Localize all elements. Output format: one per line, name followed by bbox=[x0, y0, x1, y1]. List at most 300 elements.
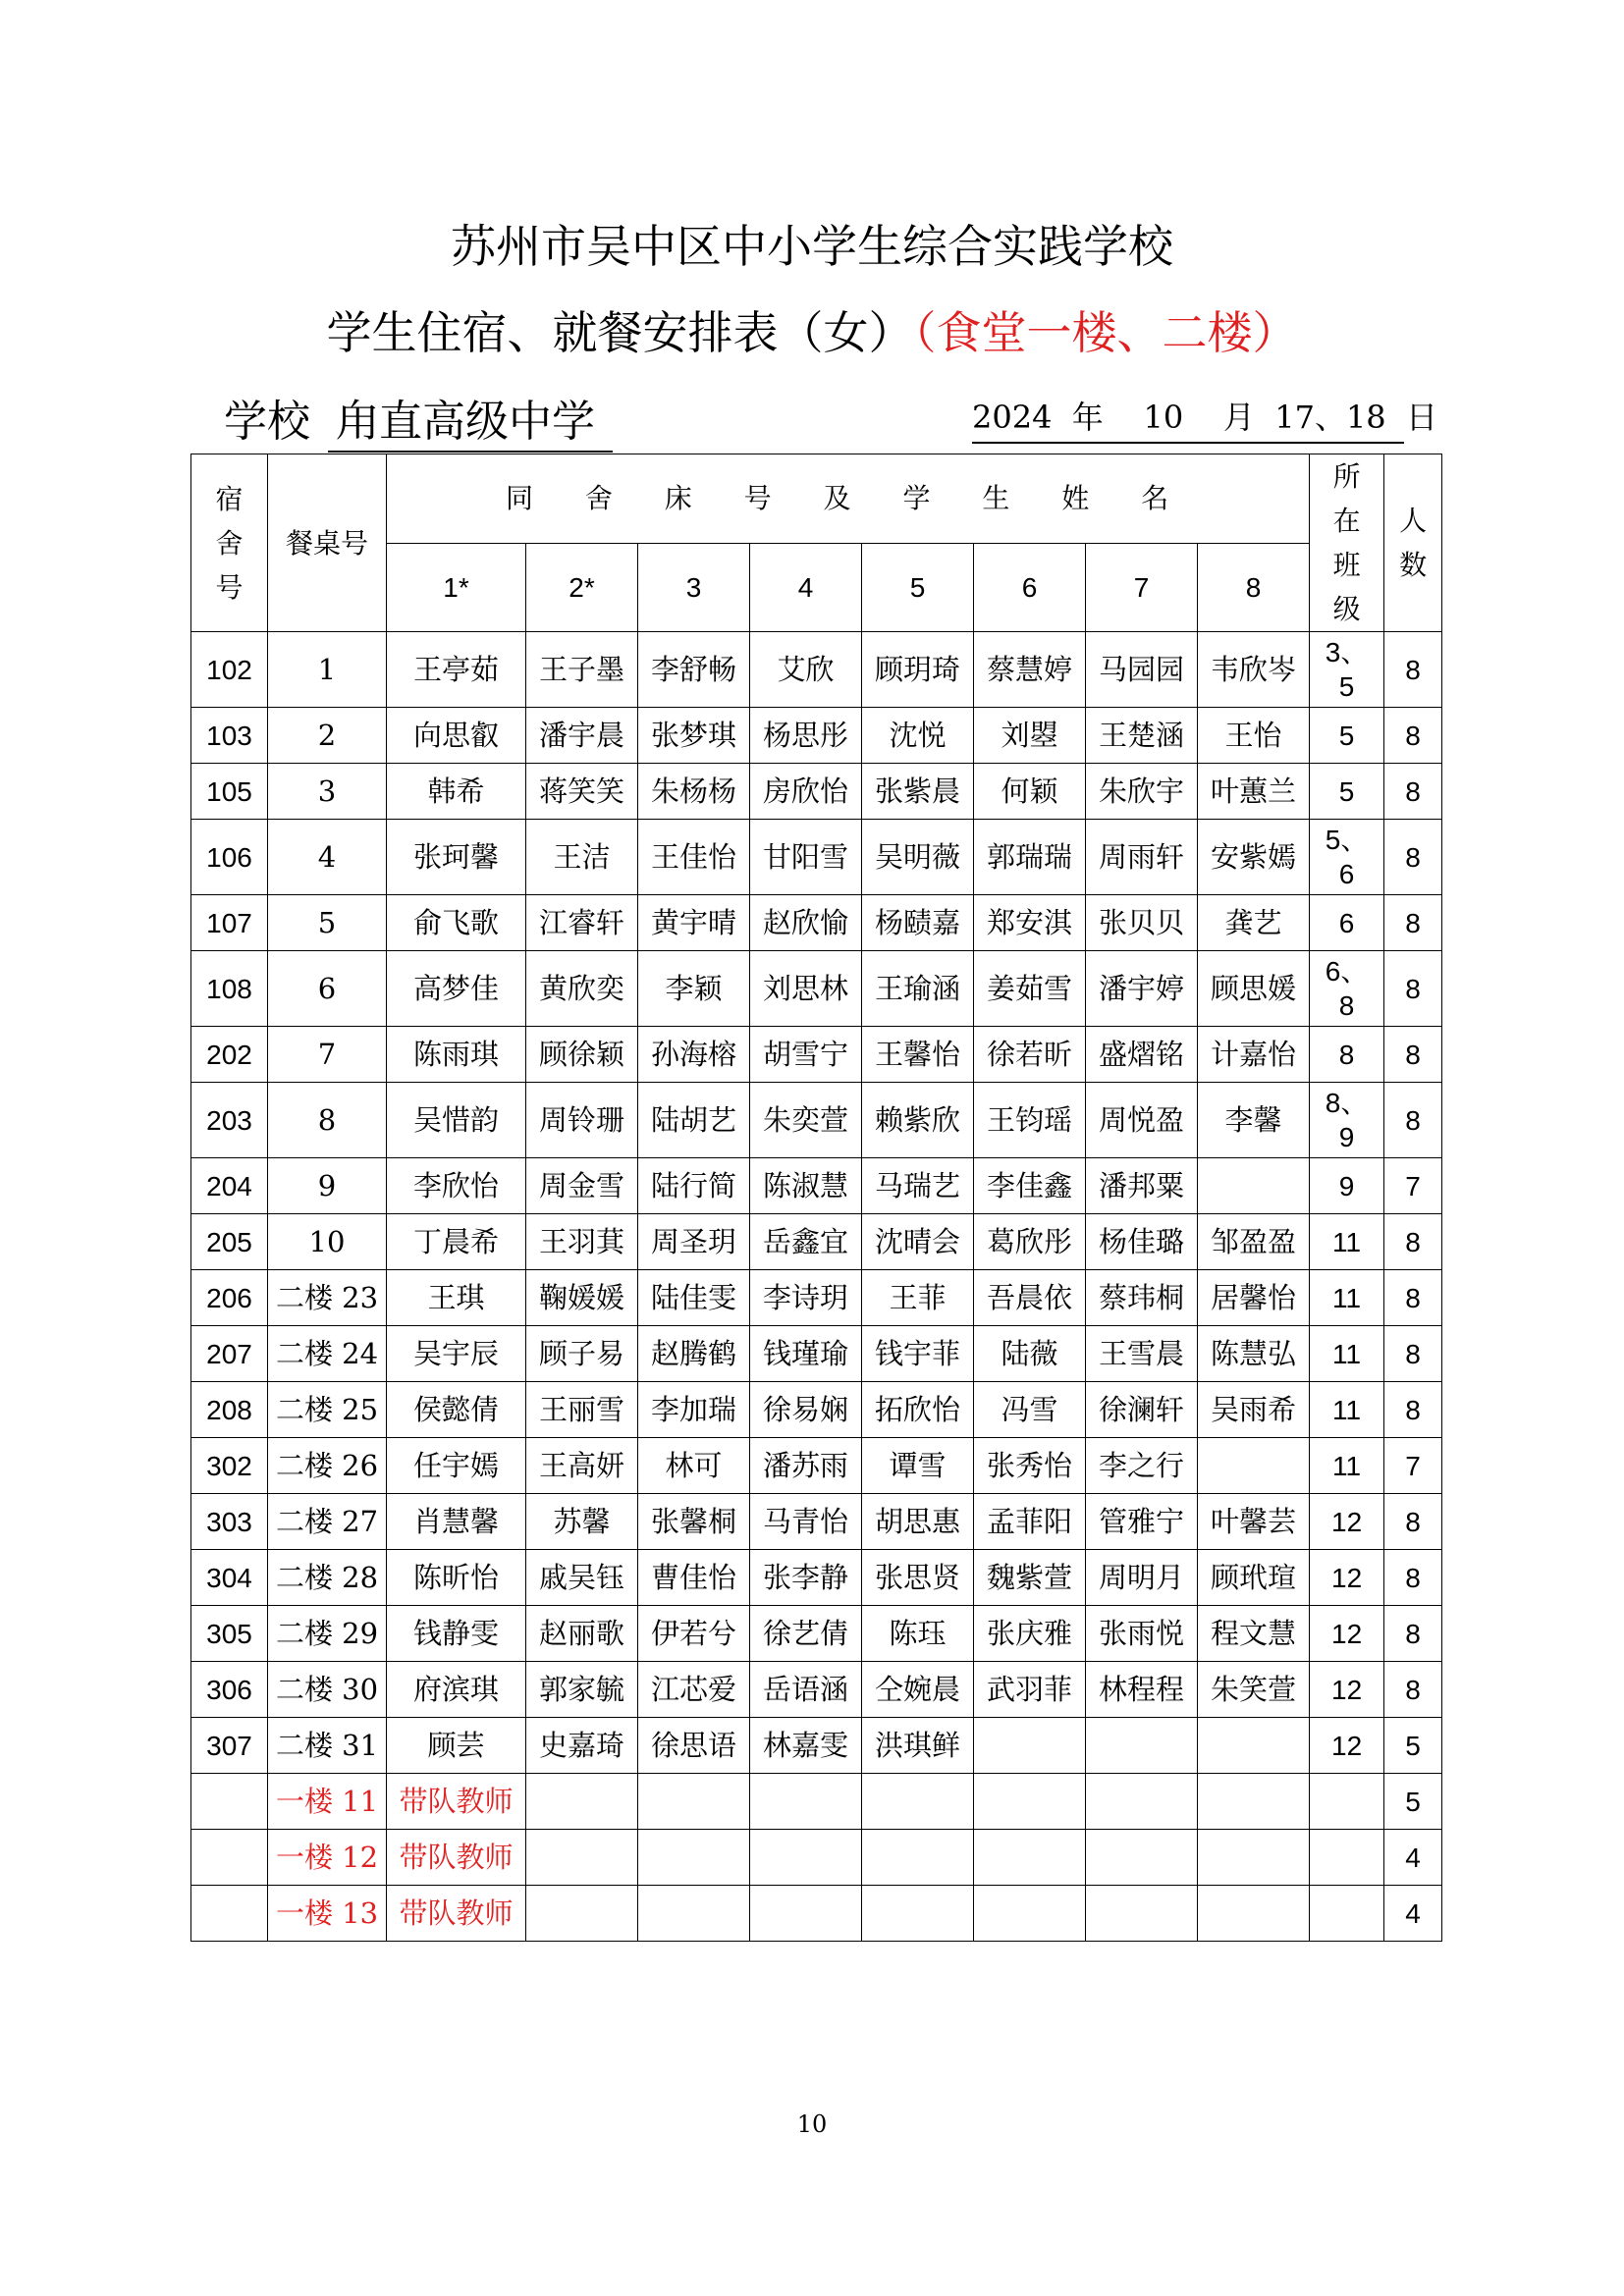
table-number: 二楼 30 bbox=[268, 1662, 387, 1718]
student-name-cell: 艾欣 bbox=[750, 632, 862, 708]
table-number: 一楼 13 bbox=[268, 1886, 387, 1942]
student-name-cell: 丁晨希 bbox=[387, 1214, 526, 1270]
student-name-cell bbox=[1198, 1438, 1310, 1494]
student-name-cell bbox=[974, 1886, 1086, 1942]
header-bed-1: 1* bbox=[387, 543, 526, 632]
student-name-cell: 张雨悦 bbox=[1086, 1606, 1198, 1662]
arrangement-table bbox=[190, 454, 1442, 1942]
student-name-cell: 王琪 bbox=[387, 1270, 526, 1326]
student-name-cell: 杨赜嘉 bbox=[862, 895, 974, 951]
table-row bbox=[191, 1326, 1442, 1382]
student-name-cell: 任宇嫣 bbox=[387, 1438, 526, 1494]
student-name-cell: 姜茹雪 bbox=[974, 951, 1086, 1027]
table-number: 二楼 23 bbox=[268, 1270, 387, 1326]
student-name-cell: 孟菲阳 bbox=[974, 1494, 1086, 1550]
class-cell: 9 bbox=[1310, 1158, 1384, 1214]
count-cell: 4 bbox=[1384, 1830, 1442, 1886]
dorm-number: 306 bbox=[191, 1662, 268, 1718]
student-name-cell: 王菲 bbox=[862, 1270, 974, 1326]
table-number: 1 bbox=[268, 632, 387, 708]
student-name-cell: 周圣玥 bbox=[638, 1214, 750, 1270]
student-name-cell: 李馨 bbox=[1198, 1083, 1310, 1158]
table-row bbox=[191, 895, 1442, 951]
class-cell: 12 bbox=[1310, 1662, 1384, 1718]
student-name-cell: 顾玥琦 bbox=[862, 632, 974, 708]
class-cell: 11 bbox=[1310, 1270, 1384, 1326]
student-name-cell bbox=[974, 1830, 1086, 1886]
dorm-number: 102 bbox=[191, 632, 268, 708]
student-name-cell: 赖紫欣 bbox=[862, 1083, 974, 1158]
student-name-cell: 管雅宁 bbox=[1086, 1494, 1198, 1550]
student-name-cell: 甘阳雪 bbox=[750, 820, 862, 895]
table-row bbox=[191, 1886, 1442, 1942]
class-cell: 6、 8 bbox=[1310, 951, 1384, 1027]
class-cell: 6 bbox=[1310, 895, 1384, 951]
table-row bbox=[191, 764, 1442, 820]
student-name-cell: 王馨怡 bbox=[862, 1027, 974, 1083]
subtitle-note: （食堂一楼、二楼） bbox=[913, 306, 1298, 359]
table-row bbox=[191, 820, 1442, 895]
student-name-cell bbox=[638, 1774, 750, 1830]
table-row bbox=[191, 1606, 1442, 1662]
table-row bbox=[191, 1718, 1442, 1774]
student-name-cell: 盛熠铭 bbox=[1086, 1027, 1198, 1083]
header-bed-5: 5 bbox=[862, 543, 974, 632]
student-name-cell: 张梦琪 bbox=[638, 708, 750, 764]
page-subtitle bbox=[0, 297, 1624, 362]
student-name-cell: 居馨怡 bbox=[1198, 1270, 1310, 1326]
table-number: 5 bbox=[268, 895, 387, 951]
class-cell: 5 bbox=[1310, 764, 1384, 820]
student-name-cell: 高梦佳 bbox=[387, 951, 526, 1027]
student-name-cell: 蒋笑笑 bbox=[526, 764, 638, 820]
student-name-cell: 李欣怡 bbox=[387, 1158, 526, 1214]
class-cell: 12 bbox=[1310, 1550, 1384, 1606]
student-name-cell: 朱笑萱 bbox=[1198, 1662, 1310, 1718]
dorm-number: 107 bbox=[191, 895, 268, 951]
student-name-cell: 冯雪 bbox=[974, 1382, 1086, 1438]
student-name-cell: 张秀怡 bbox=[974, 1438, 1086, 1494]
header-bed-6: 6 bbox=[974, 543, 1086, 632]
table-row bbox=[191, 708, 1442, 764]
student-name-cell: 林可 bbox=[638, 1438, 750, 1494]
student-name-cell bbox=[1086, 1774, 1198, 1830]
student-name-cell: 潘宇婷 bbox=[1086, 951, 1198, 1027]
table-number: 二楼 29 bbox=[268, 1606, 387, 1662]
count-cell: 7 bbox=[1384, 1438, 1442, 1494]
student-name-cell: 张紫晨 bbox=[862, 764, 974, 820]
student-name-cell: 李加瑞 bbox=[638, 1382, 750, 1438]
student-name-cell bbox=[1198, 1718, 1310, 1774]
header-class: 所 在 班 级 bbox=[1310, 454, 1384, 632]
class-cell: 8、 9 bbox=[1310, 1083, 1384, 1158]
table-number: 10 bbox=[268, 1214, 387, 1270]
table-row bbox=[191, 1830, 1442, 1886]
table-row bbox=[191, 1083, 1442, 1158]
table-number: 二楼 26 bbox=[268, 1438, 387, 1494]
student-name-cell bbox=[750, 1774, 862, 1830]
student-name-cell: 顾子易 bbox=[526, 1326, 638, 1382]
student-name-cell: 韦欣岑 bbox=[1198, 632, 1310, 708]
student-name-cell: 王佳怡 bbox=[638, 820, 750, 895]
student-name-cell: 潘苏雨 bbox=[750, 1438, 862, 1494]
student-name-cell: 陆行简 bbox=[638, 1158, 750, 1214]
count-cell: 8 bbox=[1384, 1270, 1442, 1326]
dorm-number: 202 bbox=[191, 1027, 268, 1083]
count-cell: 8 bbox=[1384, 1662, 1442, 1718]
student-name-cell: 叶蕙兰 bbox=[1198, 764, 1310, 820]
student-name-cell: 向思叡 bbox=[387, 708, 526, 764]
student-name-cell bbox=[1086, 1718, 1198, 1774]
student-name-cell: 顾玳瑄 bbox=[1198, 1550, 1310, 1606]
header-bed-8: 8 bbox=[1198, 543, 1310, 632]
student-name-cell: 魏紫萱 bbox=[974, 1550, 1086, 1606]
table-number: 一楼 11 bbox=[268, 1774, 387, 1830]
student-name-cell: 王羽萁 bbox=[526, 1214, 638, 1270]
student-name-cell: 戚吴钰 bbox=[526, 1550, 638, 1606]
student-name-cell: 刘思林 bbox=[750, 951, 862, 1027]
student-name-cell: 王雪晨 bbox=[1086, 1326, 1198, 1382]
student-name-cell: 陆胡艺 bbox=[638, 1083, 750, 1158]
count-cell: 4 bbox=[1384, 1886, 1442, 1942]
student-name-cell: 江芯爱 bbox=[638, 1662, 750, 1718]
student-name-cell: 王丽雪 bbox=[526, 1382, 638, 1438]
student-name-cell: 沈晴会 bbox=[862, 1214, 974, 1270]
student-name-cell: 陆佳雯 bbox=[638, 1270, 750, 1326]
student-name-cell: 胡雪宁 bbox=[750, 1027, 862, 1083]
header-table-no: 餐桌号 bbox=[268, 454, 387, 632]
student-name-cell: 伊若兮 bbox=[638, 1606, 750, 1662]
student-name-cell: 张贝贝 bbox=[1086, 895, 1198, 951]
student-name-cell: 徐艺倩 bbox=[750, 1606, 862, 1662]
student-name-cell bbox=[750, 1830, 862, 1886]
table-number: 4 bbox=[268, 820, 387, 895]
student-name-cell: 叶馨芸 bbox=[1198, 1494, 1310, 1550]
student-name-cell: 郭家毓 bbox=[526, 1662, 638, 1718]
student-name-cell: 杨佳璐 bbox=[1086, 1214, 1198, 1270]
student-name-cell: 计嘉怡 bbox=[1198, 1027, 1310, 1083]
student-name-cell: 岳鑫宜 bbox=[750, 1214, 862, 1270]
student-name-cell: 陈慧弘 bbox=[1198, 1326, 1310, 1382]
count-cell: 8 bbox=[1384, 1214, 1442, 1270]
dorm-number: 205 bbox=[191, 1214, 268, 1270]
student-name-cell: 黄宇晴 bbox=[638, 895, 750, 951]
dorm-number: 106 bbox=[191, 820, 268, 895]
student-name-cell: 张李静 bbox=[750, 1550, 862, 1606]
page-number: 10 bbox=[796, 2110, 828, 2138]
student-name-cell: 王子墨 bbox=[526, 632, 638, 708]
student-name-cell: 张馨桐 bbox=[638, 1494, 750, 1550]
student-name-cell: 谭雪 bbox=[862, 1438, 974, 1494]
student-name-cell: 徐思语 bbox=[638, 1718, 750, 1774]
student-name-cell: 赵腾鹤 bbox=[638, 1326, 750, 1382]
student-name-cell: 李颖 bbox=[638, 951, 750, 1027]
student-name-cell: 岳语涵 bbox=[750, 1662, 862, 1718]
student-name-cell: 洪琪鲜 bbox=[862, 1718, 974, 1774]
count-cell: 8 bbox=[1384, 708, 1442, 764]
student-name-cell: 王亭茹 bbox=[387, 632, 526, 708]
table-number: 9 bbox=[268, 1158, 387, 1214]
student-name-cell: 带队教师 bbox=[387, 1774, 526, 1830]
count-cell: 8 bbox=[1384, 1027, 1442, 1083]
student-name-cell: 钱静雯 bbox=[387, 1606, 526, 1662]
table-number: 二楼 24 bbox=[268, 1326, 387, 1382]
class-cell: 12 bbox=[1310, 1718, 1384, 1774]
student-name-cell: 周悦盈 bbox=[1086, 1083, 1198, 1158]
student-name-cell: 胡思惠 bbox=[862, 1494, 974, 1550]
count-cell: 8 bbox=[1384, 1550, 1442, 1606]
student-name-cell: 赵欣愉 bbox=[750, 895, 862, 951]
dorm-number bbox=[191, 1886, 268, 1942]
school-label: 学校 bbox=[224, 397, 310, 447]
header-dorm: 宿 舍 号 bbox=[191, 454, 268, 632]
dorm-number: 204 bbox=[191, 1158, 268, 1214]
table-row bbox=[191, 1662, 1442, 1718]
student-name-cell: 武羽菲 bbox=[974, 1662, 1086, 1718]
student-name-cell: 葛欣彤 bbox=[974, 1214, 1086, 1270]
header-count: 人 数 bbox=[1384, 454, 1442, 632]
student-name-cell: 吾晨依 bbox=[974, 1270, 1086, 1326]
student-name-cell bbox=[862, 1830, 974, 1886]
table-row bbox=[191, 1158, 1442, 1214]
student-name-cell: 孙海榕 bbox=[638, 1027, 750, 1083]
student-name-cell: 顾思媛 bbox=[1198, 951, 1310, 1027]
table-row bbox=[191, 1027, 1442, 1083]
student-name-cell: 李舒畅 bbox=[638, 632, 750, 708]
table-number: 3 bbox=[268, 764, 387, 820]
student-name-cell: 侯懿倩 bbox=[387, 1382, 526, 1438]
student-name-cell: 吴雨希 bbox=[1198, 1382, 1310, 1438]
student-name-cell: 鞠媛媛 bbox=[526, 1270, 638, 1326]
table-row bbox=[191, 1550, 1442, 1606]
table-row bbox=[191, 1382, 1442, 1438]
table-number: 6 bbox=[268, 951, 387, 1027]
count-cell: 8 bbox=[1384, 895, 1442, 951]
dorm-number bbox=[191, 1830, 268, 1886]
count-cell: 8 bbox=[1384, 820, 1442, 895]
student-name-cell: 钱宇菲 bbox=[862, 1326, 974, 1382]
count-cell: 8 bbox=[1384, 1494, 1442, 1550]
student-name-cell: 安紫嫣 bbox=[1198, 820, 1310, 895]
count-cell: 8 bbox=[1384, 632, 1442, 708]
student-name-cell: 王楚涵 bbox=[1086, 708, 1198, 764]
count-cell: 8 bbox=[1384, 1326, 1442, 1382]
dorm-number: 103 bbox=[191, 708, 268, 764]
student-name-cell: 陈昕怡 bbox=[387, 1550, 526, 1606]
student-name-cell: 马瑞艺 bbox=[862, 1158, 974, 1214]
class-cell: 11 bbox=[1310, 1438, 1384, 1494]
date-line: 2024 年 10 月 17、18 日 bbox=[972, 393, 1404, 444]
student-name-cell: 黄欣奕 bbox=[526, 951, 638, 1027]
student-name-cell: 顾芸 bbox=[387, 1718, 526, 1774]
table-row bbox=[191, 1214, 1442, 1270]
class-cell: 12 bbox=[1310, 1494, 1384, 1550]
student-name-cell: 带队教师 bbox=[387, 1830, 526, 1886]
class-cell: 3、 5 bbox=[1310, 632, 1384, 708]
count-cell: 8 bbox=[1384, 1606, 1442, 1662]
student-name-cell: 潘邦粟 bbox=[1086, 1158, 1198, 1214]
class-cell: 11 bbox=[1310, 1214, 1384, 1270]
dorm-number: 304 bbox=[191, 1550, 268, 1606]
table-number: 一楼 12 bbox=[268, 1830, 387, 1886]
page-title: 苏州市吴中区中小学生综合实践学校 bbox=[451, 220, 1173, 273]
student-name-cell: 钱瑾瑜 bbox=[750, 1326, 862, 1382]
student-name-cell bbox=[526, 1830, 638, 1886]
student-name-cell: 徐澜轩 bbox=[1086, 1382, 1198, 1438]
student-name-cell: 周明月 bbox=[1086, 1550, 1198, 1606]
table-row bbox=[191, 1270, 1442, 1326]
student-name-cell: 史嘉琦 bbox=[526, 1718, 638, 1774]
student-name-cell: 蔡玮桐 bbox=[1086, 1270, 1198, 1326]
student-name-cell: 朱欣宇 bbox=[1086, 764, 1198, 820]
student-name-cell: 曹佳怡 bbox=[638, 1550, 750, 1606]
table-number: 8 bbox=[268, 1083, 387, 1158]
student-name-cell: 陆薇 bbox=[974, 1326, 1086, 1382]
student-name-cell: 吴惜韵 bbox=[387, 1083, 526, 1158]
class-cell: 12 bbox=[1310, 1606, 1384, 1662]
dorm-number: 305 bbox=[191, 1606, 268, 1662]
student-name-cell: 府滨琪 bbox=[387, 1662, 526, 1718]
school-line bbox=[224, 386, 613, 453]
student-name-cell: 刘曌 bbox=[974, 708, 1086, 764]
student-name-cell: 郭瑞瑞 bbox=[974, 820, 1086, 895]
student-name-cell bbox=[1198, 1774, 1310, 1830]
student-name-cell bbox=[750, 1886, 862, 1942]
student-name-cell: 王瑜涵 bbox=[862, 951, 974, 1027]
student-name-cell: 蔡慧婷 bbox=[974, 632, 1086, 708]
header-bed-4: 4 bbox=[750, 543, 862, 632]
count-cell: 5 bbox=[1384, 1718, 1442, 1774]
count-cell: 8 bbox=[1384, 1083, 1442, 1158]
count-cell: 8 bbox=[1384, 951, 1442, 1027]
student-name-cell: 林程程 bbox=[1086, 1662, 1198, 1718]
student-name-cell: 陈雨琪 bbox=[387, 1027, 526, 1083]
class-cell bbox=[1310, 1886, 1384, 1942]
table-row bbox=[191, 1774, 1442, 1830]
class-cell: 5、 6 bbox=[1310, 820, 1384, 895]
student-name-cell: 潘宇晨 bbox=[526, 708, 638, 764]
class-cell bbox=[1310, 1774, 1384, 1830]
dorm-number bbox=[191, 1774, 268, 1830]
table-number: 二楼 25 bbox=[268, 1382, 387, 1438]
student-name-cell: 赵丽歌 bbox=[526, 1606, 638, 1662]
dorm-number: 203 bbox=[191, 1083, 268, 1158]
class-cell bbox=[1310, 1830, 1384, 1886]
student-name-cell bbox=[1086, 1830, 1198, 1886]
dorm-number: 303 bbox=[191, 1494, 268, 1550]
student-name-cell bbox=[526, 1774, 638, 1830]
header-names-group: 同 舍 床 号 及 学 生 姓 名 bbox=[387, 454, 1310, 544]
table-row bbox=[191, 1494, 1442, 1550]
student-name-cell: 周金雪 bbox=[526, 1158, 638, 1214]
student-name-cell: 江睿轩 bbox=[526, 895, 638, 951]
header-bed-3: 3 bbox=[638, 543, 750, 632]
table-row bbox=[191, 951, 1442, 1027]
student-name-cell: 李诗玥 bbox=[750, 1270, 862, 1326]
table-number: 二楼 31 bbox=[268, 1718, 387, 1774]
student-name-cell: 王怡 bbox=[1198, 708, 1310, 764]
student-name-cell: 仝婉晨 bbox=[862, 1662, 974, 1718]
dorm-number: 206 bbox=[191, 1270, 268, 1326]
student-name-cell: 龚艺 bbox=[1198, 895, 1310, 951]
student-name-cell: 李佳鑫 bbox=[974, 1158, 1086, 1214]
student-name-cell bbox=[1198, 1158, 1310, 1214]
student-name-cell: 吴明薇 bbox=[862, 820, 974, 895]
student-name-cell bbox=[1198, 1886, 1310, 1942]
student-name-cell: 何颖 bbox=[974, 764, 1086, 820]
table-number: 二楼 28 bbox=[268, 1550, 387, 1606]
student-name-cell bbox=[862, 1774, 974, 1830]
student-name-cell: 带队教师 bbox=[387, 1886, 526, 1942]
student-name-cell: 张珂馨 bbox=[387, 820, 526, 895]
class-cell: 11 bbox=[1310, 1382, 1384, 1438]
student-name-cell: 周雨轩 bbox=[1086, 820, 1198, 895]
class-cell: 11 bbox=[1310, 1326, 1384, 1382]
student-name-cell: 程文慧 bbox=[1198, 1606, 1310, 1662]
student-name-cell: 马园园 bbox=[1086, 632, 1198, 708]
dorm-number: 208 bbox=[191, 1382, 268, 1438]
student-name-cell: 苏馨 bbox=[526, 1494, 638, 1550]
student-name-cell bbox=[974, 1718, 1086, 1774]
student-name-cell: 顾徐颖 bbox=[526, 1027, 638, 1083]
student-name-cell bbox=[1086, 1886, 1198, 1942]
student-name-cell: 王洁 bbox=[526, 820, 638, 895]
student-name-cell: 马青怡 bbox=[750, 1494, 862, 1550]
student-name-cell bbox=[974, 1774, 1086, 1830]
table-row bbox=[191, 632, 1442, 708]
student-name-cell: 杨思彤 bbox=[750, 708, 862, 764]
student-name-cell: 王高妍 bbox=[526, 1438, 638, 1494]
dorm-number: 108 bbox=[191, 951, 268, 1027]
student-name-cell bbox=[526, 1886, 638, 1942]
table-number: 二楼 27 bbox=[268, 1494, 387, 1550]
student-name-cell bbox=[1198, 1830, 1310, 1886]
student-name-cell: 林嘉雯 bbox=[750, 1718, 862, 1774]
table-number: 7 bbox=[268, 1027, 387, 1083]
student-name-cell bbox=[862, 1886, 974, 1942]
table-number: 2 bbox=[268, 708, 387, 764]
count-cell: 8 bbox=[1384, 764, 1442, 820]
dorm-number: 302 bbox=[191, 1438, 268, 1494]
student-name-cell: 俞飞歌 bbox=[387, 895, 526, 951]
subtitle-main: 学生住宿、就餐安排表（女） bbox=[326, 306, 914, 359]
student-name-cell: 邹盈盈 bbox=[1198, 1214, 1310, 1270]
count-cell: 8 bbox=[1384, 1382, 1442, 1438]
student-name-cell: 房欣怡 bbox=[750, 764, 862, 820]
student-name-cell: 朱奕萱 bbox=[750, 1083, 862, 1158]
student-name-cell: 朱杨杨 bbox=[638, 764, 750, 820]
student-name-cell: 徐易娴 bbox=[750, 1382, 862, 1438]
dorm-number: 307 bbox=[191, 1718, 268, 1774]
dorm-number: 207 bbox=[191, 1326, 268, 1382]
header-bed-7: 7 bbox=[1086, 543, 1198, 632]
student-name-cell: 韩希 bbox=[387, 764, 526, 820]
student-name-cell: 徐若昕 bbox=[974, 1027, 1086, 1083]
student-name-cell: 吴宇辰 bbox=[387, 1326, 526, 1382]
student-name-cell: 张庆雅 bbox=[974, 1606, 1086, 1662]
count-cell: 7 bbox=[1384, 1158, 1442, 1214]
table-row bbox=[191, 1438, 1442, 1494]
dorm-number: 105 bbox=[191, 764, 268, 820]
header-bed-2: 2* bbox=[526, 543, 638, 632]
count-cell: 5 bbox=[1384, 1774, 1442, 1830]
student-name-cell: 王钧瑶 bbox=[974, 1083, 1086, 1158]
student-name-cell: 张思贤 bbox=[862, 1550, 974, 1606]
student-name-cell: 郑安淇 bbox=[974, 895, 1086, 951]
student-name-cell: 周铃珊 bbox=[526, 1083, 638, 1158]
school-name: 甪直高级中学 bbox=[328, 386, 613, 453]
class-cell: 5 bbox=[1310, 708, 1384, 764]
